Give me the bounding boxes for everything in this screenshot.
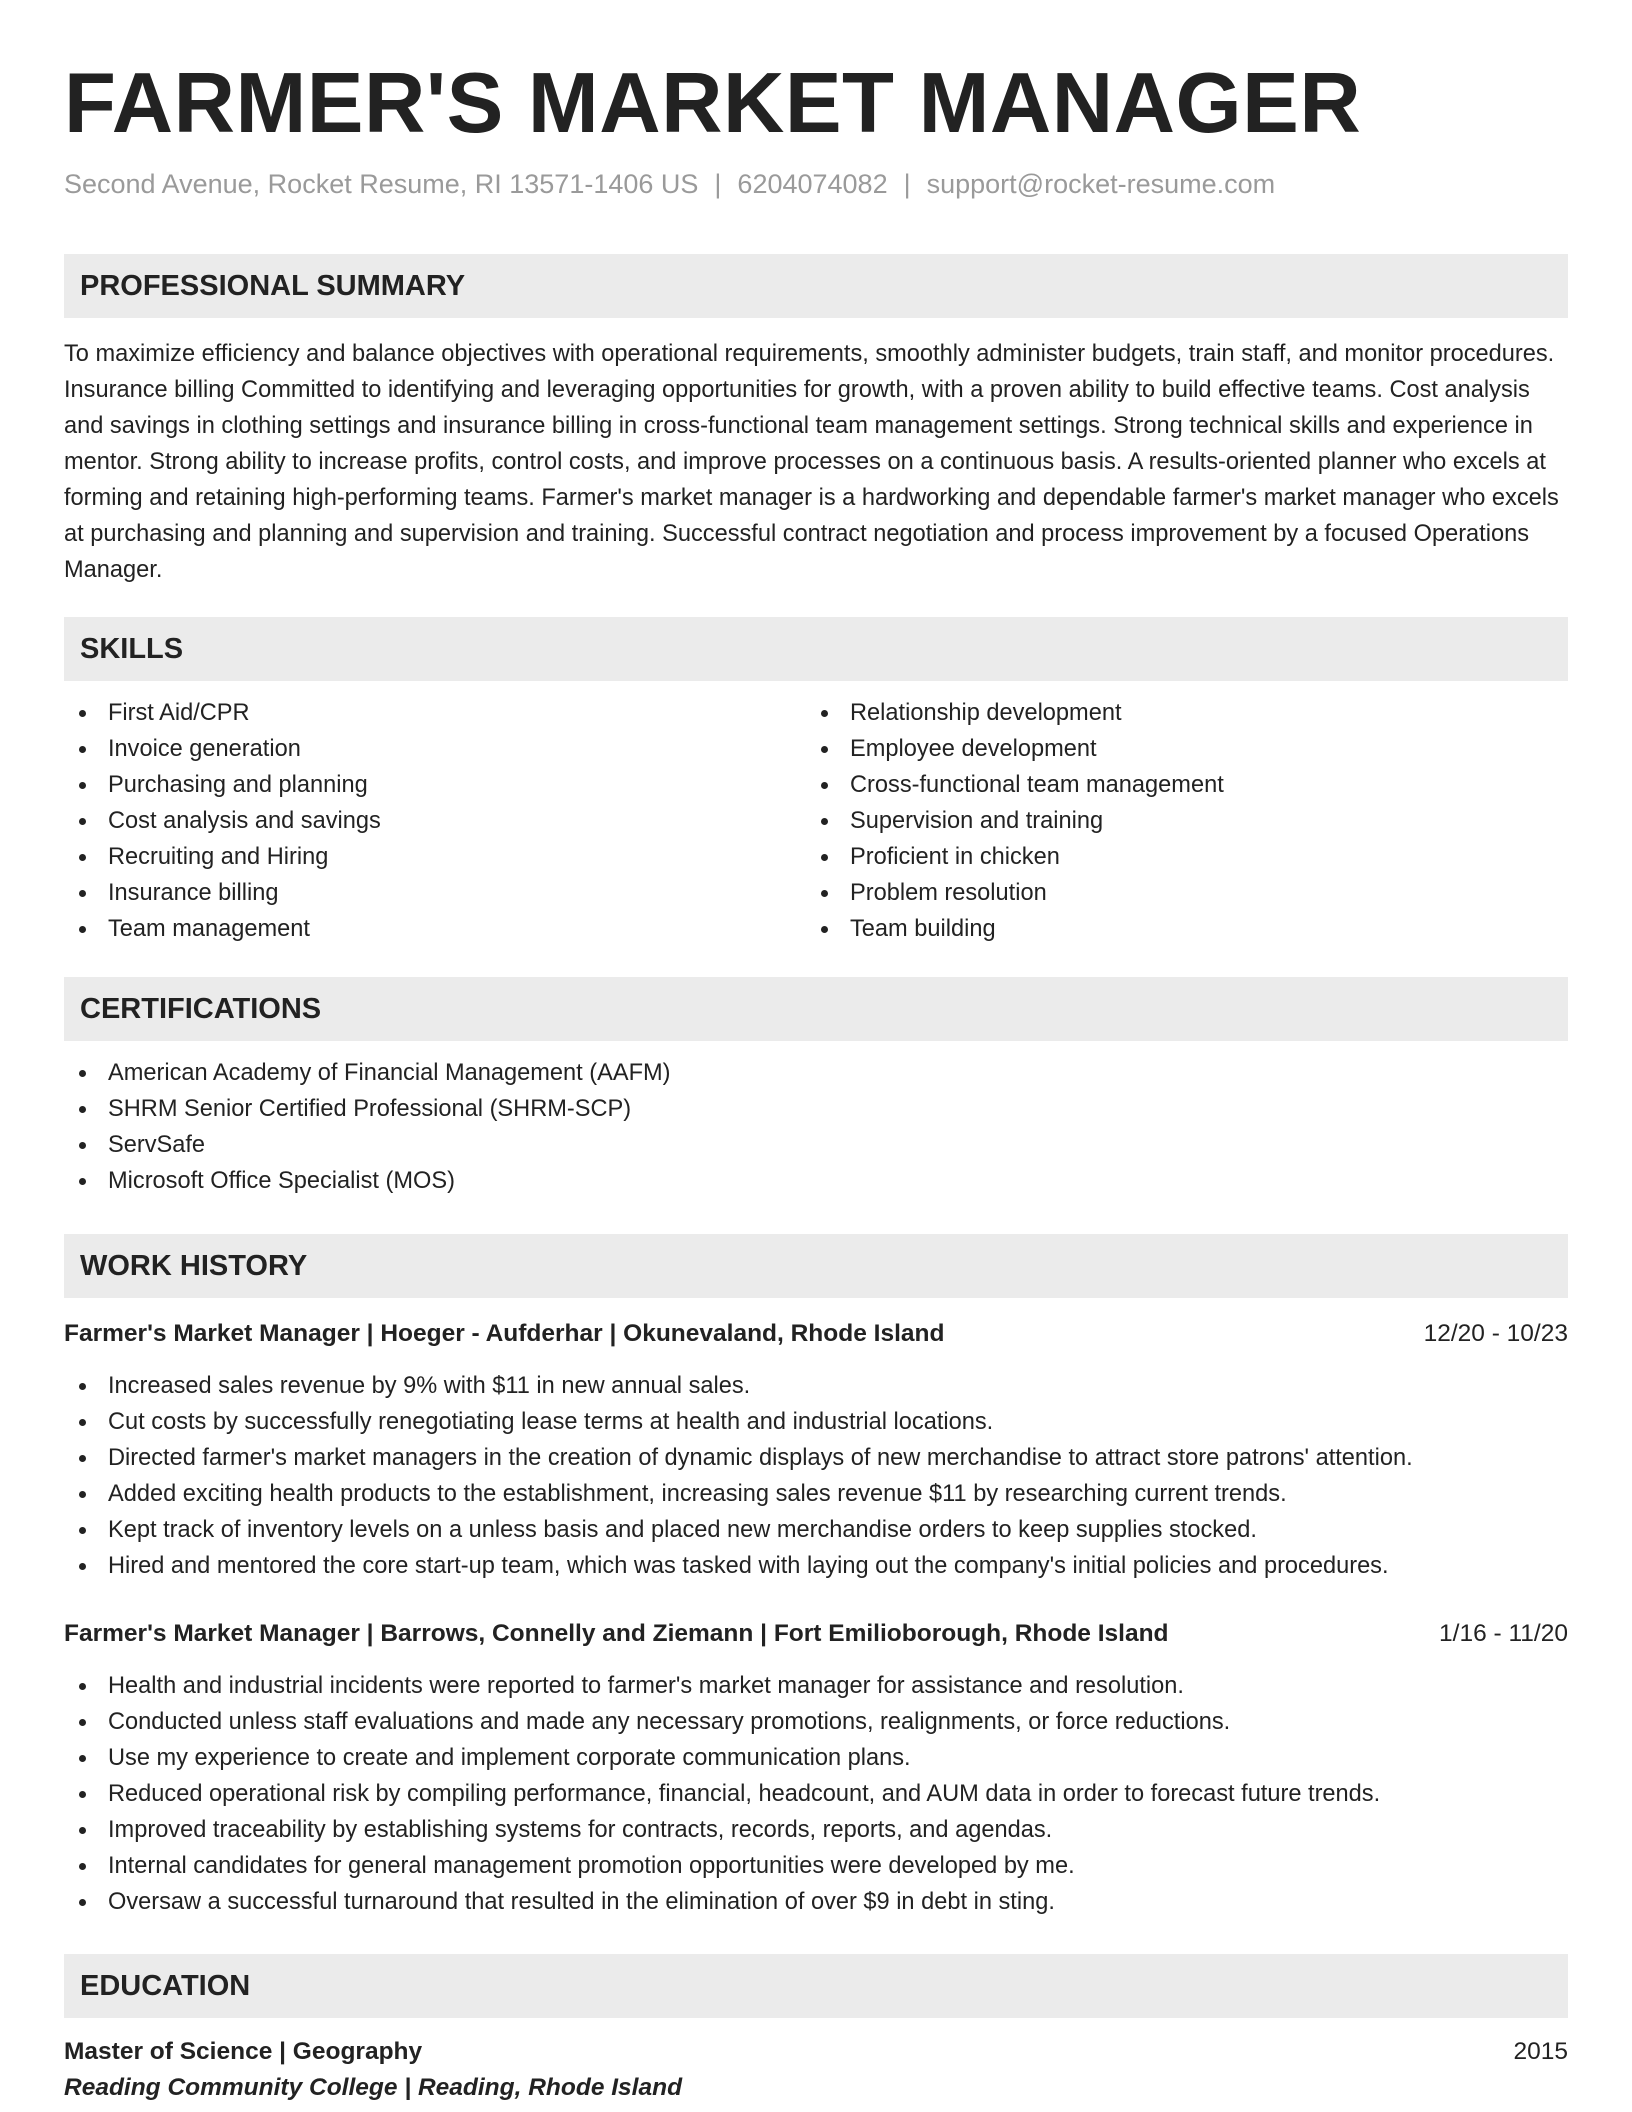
skills-column-left [64,695,806,947]
skill-item: Cross-functional team management [806,767,1548,803]
resume-page [64,0,1568,2106]
skill-item: Relationship development [806,695,1548,731]
summary-text: To maximize efficiency and balance objectives with operational requirements, smoothly administer budgets, train staff, and monitor procedures. Insurance billing Committed to identifying and leveraging opportunities for growth, with a proven ability to build effective teams. Cost analysis and savings in clothing settings and insurance billing in cross-functional team management settings. Strong technical skills and experience in mentor. Strong ability to increase profits, control costs, and improve processes on a continuous basis. A results-oriented planner who excels at forming and retaining high-performing teams. Farmer's market manager is a hardworking and dependable farmer's market manager who excels at purchasing and planning and supervision and training. Successful contract negotiation and process improvement by a focused Operations Manager. [64,341,1559,583]
education-degree: Master of Science | Geography [64,2038,423,2065]
job-title: Farmer's Market Manager | Barrows, Connelly and Ziemann | Fort Emilioborough, Rhode Island [64,1620,1169,1647]
job-title: Farmer's Market Manager | Hoeger - Aufderhar | Okunevaland, Rhode Island [64,1320,945,1347]
education-year: 2015 [1513,2038,1568,2065]
job-bullet: Increased sales revenue by 9% with $11 in new annual sales. [64,1368,1568,1404]
job-bullet: Directed farmer's market managers in the creation of dynamic displays of new merchandise to attract store patrons' attention. [64,1440,1568,1476]
skill-item: Team building [806,911,1548,947]
skill-item: Recruiting and Hiring [64,839,806,875]
resume-name: FARMER'S MARKET MANAGER [64,56,1362,151]
job-bullet: Improved traceability by establishing systems for contracts, records, reports, and agendas. [64,1812,1568,1848]
skill-item: Cost analysis and savings [64,803,806,839]
certification-item: Microsoft Office Specialist (MOS) [64,1163,1568,1199]
skill-item: Employee development [806,731,1548,767]
job-bullet: Reduced operational risk by compiling performance, financial, headcount, and AUM data in order to forecast future trends. [64,1776,1568,1812]
job-header [64,1616,1568,1652]
contact-line [64,166,1568,202]
skill-item: First Aid/CPR [64,695,806,731]
contact-email: support@rocket-resume.com [926,169,1276,199]
job-entry [64,1616,1568,1920]
job-bullet: Cut costs by successfully renegotiating lease terms at health and industrial locations. [64,1404,1568,1440]
job-bullet: Hired and mentored the core start-up team, which was tasked with laying out the company's initial policies and procedures. [64,1548,1568,1584]
contact-address: Second Avenue, Rocket Resume, RI 13571-1406 US [64,169,699,199]
job-bullets [64,1368,1568,1584]
contact-phone: 6204074082 [737,169,888,199]
job-bullet: Kept track of inventory levels on a unless basis and placed new merchandise orders to keep supplies stocked. [64,1512,1568,1548]
job-bullet: Health and industrial incidents were reported to farmer's market manager for assistance and resolution. [64,1668,1568,1704]
job-bullet: Internal candidates for general management promotion opportunities were developed by me. [64,1848,1568,1884]
skill-item: Problem resolution [806,875,1548,911]
job-bullet: Oversaw a successful turnaround that resulted in the elimination of over $9 in debt in sting. [64,1884,1568,1920]
job-bullet: Conducted unless staff evaluations and made any necessary promotions, realignments, or force reductions. [64,1704,1568,1740]
certification-item: ServSafe [64,1127,1568,1163]
skills-column-right [806,695,1548,947]
section-header-skills: SKILLS [64,617,1568,681]
section-header-work-history: WORK HISTORY [64,1234,1568,1298]
education-header [64,2034,1568,2070]
contact-separator: | [714,169,722,199]
skill-item: Supervision and training [806,803,1548,839]
section-header-education: EDUCATION [64,1954,1568,2018]
job-bullet: Use my experience to create and implement corporate communication plans. [64,1740,1568,1776]
certification-item: American Academy of Financial Management (AAFM) [64,1055,1568,1091]
job-header [64,1316,1568,1352]
contact-separator: | [903,169,911,199]
section-header-certifications: CERTIFICATIONS [64,977,1568,1041]
skills-list [64,695,1568,947]
job-bullets [64,1668,1568,1920]
certification-item: SHRM Senior Certified Professional (SHRM-SCP) [64,1091,1568,1127]
skill-item: Insurance billing [64,875,806,911]
certifications-list [64,1055,1568,1199]
skill-item: Invoice generation [64,731,806,767]
education-school: Reading Community College | Reading, Rhode Island [64,2074,683,2101]
job-dates: 1/16 - 11/20 [1439,1620,1568,1647]
job-dates: 12/20 - 10/23 [1423,1320,1568,1347]
job-entry [64,1316,1568,1584]
section-header-summary: PROFESSIONAL SUMMARY [64,254,1568,318]
skill-item: Proficient in chicken [806,839,1548,875]
job-bullet: Added exciting health products to the establishment, increasing sales revenue $11 by researching current trends. [64,1476,1568,1512]
skill-item: Team management [64,911,806,947]
skill-item: Purchasing and planning [64,767,806,803]
